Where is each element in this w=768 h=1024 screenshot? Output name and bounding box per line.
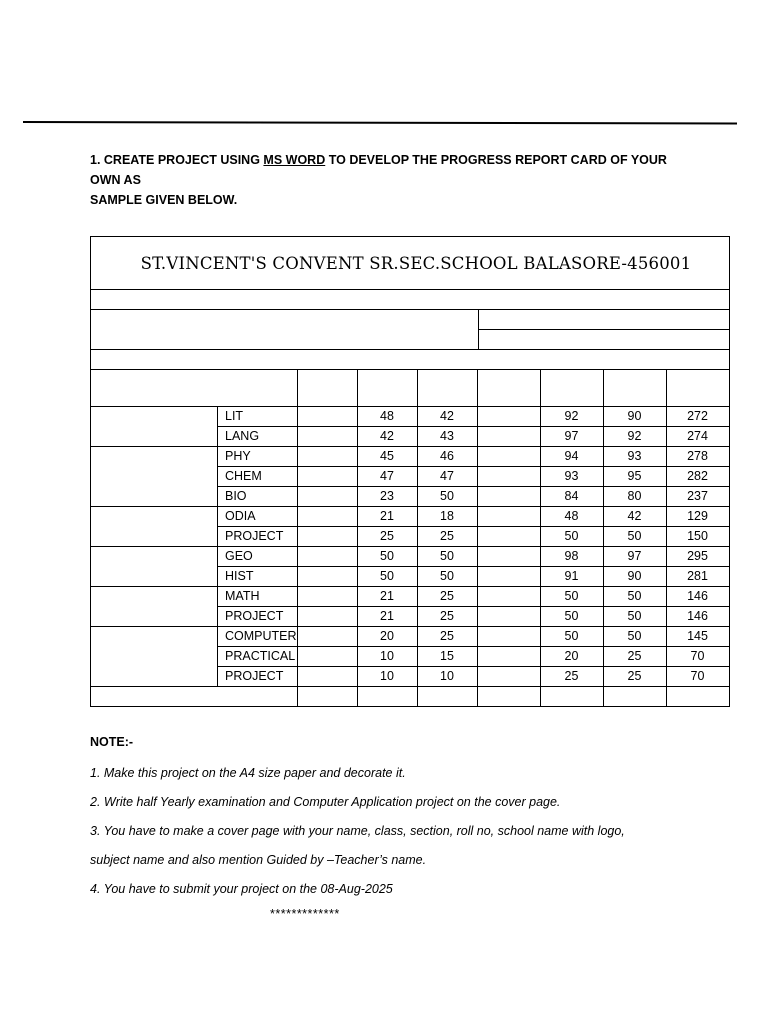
marks-cell: 50 xyxy=(380,549,394,563)
marks-cell: 93 xyxy=(627,449,642,463)
total-cell: 150 xyxy=(687,529,708,543)
marks-cell: 50 xyxy=(440,489,454,503)
total-cell: 272 xyxy=(687,409,708,423)
instruction-text xyxy=(90,150,690,210)
instruction-ms-word: MS WORD xyxy=(263,153,326,167)
marks-cell: 93 xyxy=(564,469,579,483)
notes-section xyxy=(90,735,730,904)
total-cell: 146 xyxy=(687,589,708,603)
note-line-2: 2. Write half Yearly examination and Computer Application project on the cover page. xyxy=(90,795,561,809)
marks-cell: 25 xyxy=(564,669,579,683)
marks-cell: 20 xyxy=(380,629,394,643)
total-cell: 70 xyxy=(690,649,705,663)
total-cell: 295 xyxy=(687,549,708,563)
note-line-1: 1. Make this project on the A4 size paper and decorate it. xyxy=(90,766,406,780)
total-cell: 145 xyxy=(687,629,708,643)
subject-cell: HIST xyxy=(225,569,254,583)
subject-cell: PRACTICAL xyxy=(225,649,296,663)
marks-cell: 18 xyxy=(440,509,454,523)
marks-cell: 98 xyxy=(564,549,579,563)
closing-stars: ************* xyxy=(270,907,340,921)
marks-cell: 50 xyxy=(564,609,579,623)
marks-cell: 47 xyxy=(440,469,454,483)
marks-cell: 25 xyxy=(627,669,642,683)
marks-cell: 50 xyxy=(627,589,642,603)
total-cell: 129 xyxy=(687,509,708,523)
marks-cell: 25 xyxy=(440,589,454,603)
table-rule xyxy=(91,309,729,310)
marks-cell: 50 xyxy=(440,549,454,563)
marks-cell: 48 xyxy=(564,509,579,523)
marks-cell: 25 xyxy=(440,529,454,543)
total-cell: 274 xyxy=(687,429,708,443)
marks-cell: 90 xyxy=(627,409,642,423)
total-cell: 146 xyxy=(687,609,708,623)
subject-cell: COMPUTER xyxy=(225,629,297,643)
marks-cell: 20 xyxy=(564,649,579,663)
marks-cell: 84 xyxy=(564,489,579,503)
subject-cell: ODIA xyxy=(225,509,256,523)
marks-cell: 92 xyxy=(564,409,579,423)
marks-cell: 50 xyxy=(564,529,579,543)
marks-cell: 50 xyxy=(627,529,642,543)
marks-cell: 95 xyxy=(627,469,642,483)
marks-cell: 97 xyxy=(564,429,579,443)
marks-cell: 80 xyxy=(627,489,642,503)
marks-cell: 42 xyxy=(440,409,454,423)
marks-cell: 50 xyxy=(627,629,642,643)
total-cell: 282 xyxy=(687,469,708,483)
table-rule xyxy=(477,369,478,706)
table-rule xyxy=(91,369,729,370)
subject-cell: GEO xyxy=(225,549,253,563)
instruction-suffix: TO DEVELOP THE PROGRESS REPORT CARD OF YOUR OWN AS xyxy=(90,153,667,187)
notes-title: NOTE:- xyxy=(90,735,134,749)
marks-cell: 15 xyxy=(440,649,454,663)
marks-cell: 50 xyxy=(564,589,579,603)
subject-cell: LIT xyxy=(225,409,244,423)
subject-cell: LANG xyxy=(225,429,260,443)
table-rule xyxy=(297,369,298,406)
table-rule xyxy=(91,686,729,687)
marks-cell: 92 xyxy=(627,429,642,443)
marks-cell: 25 xyxy=(627,649,642,663)
marks-cell: 48 xyxy=(380,409,394,423)
marks-cell: 25 xyxy=(440,609,454,623)
marks-cell: 47 xyxy=(380,469,394,483)
subject-cell: BIO xyxy=(225,489,247,503)
marks-cell: 50 xyxy=(564,629,579,643)
marks-cell: 43 xyxy=(440,429,454,443)
marks-cell: 94 xyxy=(564,449,579,463)
subject-cell: PROJECT xyxy=(225,669,284,683)
table-rule xyxy=(478,329,729,330)
marks-cell: 25 xyxy=(440,629,454,643)
marks-cell: 10 xyxy=(380,669,394,683)
note-line-4: subject name and also mention Guided by –Teacher’s name. xyxy=(90,853,427,867)
subject-cell: CHEM xyxy=(225,469,262,483)
total-cell: 281 xyxy=(687,569,708,583)
instruction-prefix: 1. CREATE PROJECT USING xyxy=(90,153,264,167)
marks-cell: 10 xyxy=(380,649,394,663)
subject-cell: PROJECT xyxy=(225,609,284,623)
table-rule xyxy=(478,309,479,349)
marks-cell: 21 xyxy=(380,609,394,623)
marks-cell: 45 xyxy=(380,449,394,463)
marks-cell: 50 xyxy=(440,569,454,583)
note-line-5: 4. You have to submit your project on the 08-Aug-2025 xyxy=(90,882,393,896)
marks-cell: 21 xyxy=(380,589,394,603)
marks-cell: 50 xyxy=(627,609,642,623)
marks-cell: 50 xyxy=(380,569,394,583)
marks-cell: 97 xyxy=(627,549,642,563)
total-cell: 237 xyxy=(687,489,708,503)
marks-cell: 90 xyxy=(627,569,642,583)
marks-cell: 10 xyxy=(440,669,454,683)
top-horizontal-rule xyxy=(23,121,737,124)
marks-cell: 21 xyxy=(380,509,394,523)
marks-cell: 23 xyxy=(380,489,394,503)
marks-cell: 42 xyxy=(380,429,394,443)
instruction-line-2: SAMPLE GIVEN BELOW. xyxy=(90,193,238,207)
subject-cell: PROJECT xyxy=(225,529,284,543)
school-title: ST.VINCENT'S CONVENT SR.SEC.SCHOOL BALASORE-456001 xyxy=(140,253,692,273)
report-card-table xyxy=(90,236,730,707)
marks-cell: 42 xyxy=(627,509,642,523)
marks-cell: 91 xyxy=(564,569,579,583)
table-rule xyxy=(297,369,298,706)
table-rule xyxy=(91,289,729,290)
subject-cell: PHY xyxy=(225,449,251,463)
total-cell: 70 xyxy=(690,669,705,683)
marks-cell: 46 xyxy=(440,449,454,463)
marks-cell: 25 xyxy=(380,529,394,543)
note-line-3: 3. You have to make a cover page with your name, class, section, roll no, school name with logo, xyxy=(90,824,625,838)
total-cell: 278 xyxy=(687,449,708,463)
table-rule xyxy=(91,349,729,350)
subject-cell: MATH xyxy=(225,589,260,603)
